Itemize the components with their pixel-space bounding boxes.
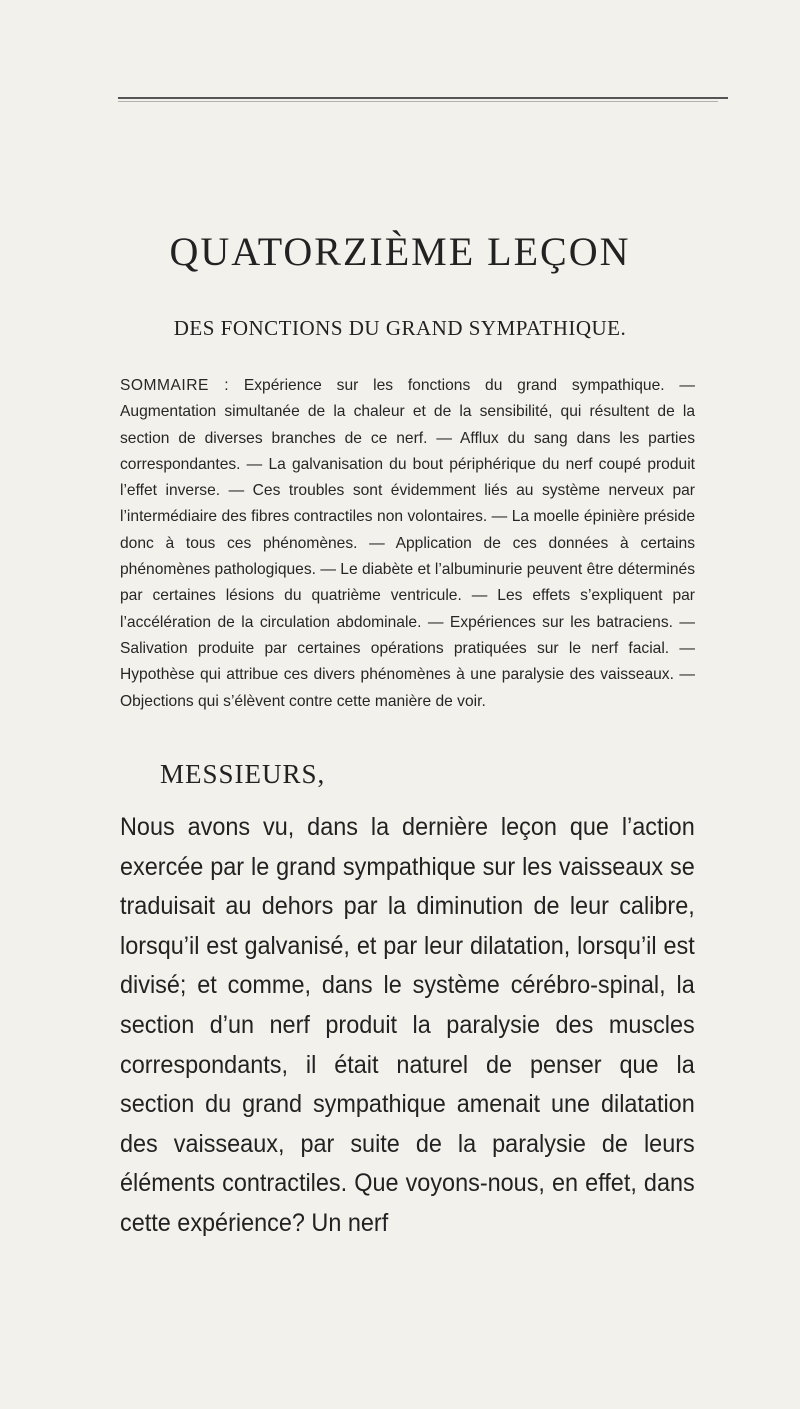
body-paragraph: Nous avons vu, dans la dernière leçon que l’action exercée par le grand sympathique sur les vaisseaux se traduisait au dehors par la diminution de leur calibre, lorsqu’il est galvanisé, et par leur dilatation, lorsqu’il est divisé; et comme, dans le système cérébro-spinal, la section d’un nerf produit la paralysie des muscles correspondants, il était naturel de penser que la section du grand sympathique amenait une dilatation des vaisseaux, par suite de la paralysie de leurs éléments contractiles. Que voyons-nous, en effet, dans cette expérience? Un nerf <box>120 813 695 1237</box>
salutation: MESSIEURS, <box>160 759 326 789</box>
summary-text: Expérience sur les fonctions du grand sympathique. — Augmentation simultanée de la chaleur et de la sensibilité, qui résultent de la section de diverses branches de ce nerf. — Afflux du sang dans les parties correspondantes. — La galvanisation du bout périphérique du nerf coupé produit l’effet inverse. — Ces troubles sont évidemment liés au système nerveux par l’intermédiaire des fibres contractiles non volontaires. — La moelle épinière préside donc à tous ces phénomènes. — Application de ces données à certains phénomènes pathologiques. — Le diabète et l’albuminurie peuvent être déterminés par certaines lésions du quatrième ventricule. — Les effets s’expliquent par l’accélération de la circulation abdominale. — Expériences sur les batraciens. — Salivation produite par certaines opérations pratiquées sur le nerf facial. — Hypothèse qui attribue ces divers phénomènes à une paralysie des vaisseaux. — Objections qui s’élèvent contre cette manière de voir. <box>120 377 695 710</box>
chapter-summary <box>120 373 695 715</box>
header-rule <box>118 97 728 99</box>
chapter-title: QUATORZIÈME LEÇON <box>169 229 631 274</box>
header-rule-secondary <box>118 101 718 102</box>
summary-label: SOMMAIRE : <box>120 377 230 394</box>
chapter-subtitle: DES FONCTIONS DU GRAND SYMPATHIQUE. <box>173 316 627 340</box>
